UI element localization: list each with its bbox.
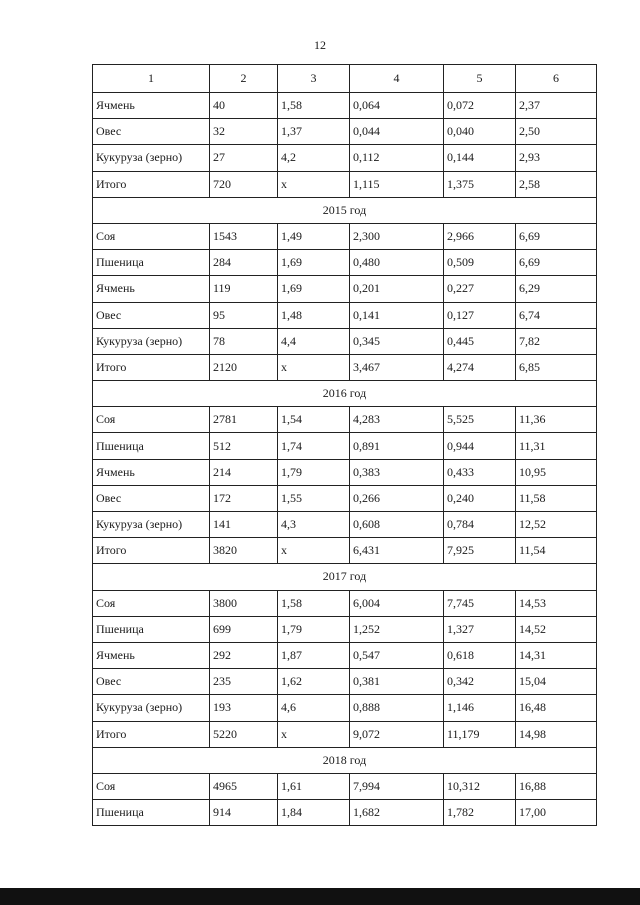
value-cell: 0,547 — [350, 642, 444, 668]
table-row — [93, 223, 597, 249]
crop-name-cell: Соя — [93, 590, 210, 616]
value-cell: 0,608 — [350, 512, 444, 538]
crop-name-cell: Кукуруза (зерно) — [93, 695, 210, 721]
value-cell: 4,274 — [444, 354, 516, 380]
value-cell: 11,179 — [444, 721, 516, 747]
value-cell: 2120 — [210, 354, 278, 380]
data-table — [92, 64, 597, 826]
value-cell: 1,58 — [278, 590, 350, 616]
crop-name-cell: Овес — [93, 119, 210, 145]
value-cell: 0,383 — [350, 459, 444, 485]
value-cell: 1,37 — [278, 119, 350, 145]
column-header: 4 — [350, 65, 444, 93]
value-cell: 141 — [210, 512, 278, 538]
crop-name-cell: Итого — [93, 538, 210, 564]
value-cell: 16,88 — [516, 773, 597, 799]
value-cell: 1,61 — [278, 773, 350, 799]
crop-name-cell: Итого — [93, 171, 210, 197]
crop-name-cell: Овес — [93, 485, 210, 511]
value-cell: 16,48 — [516, 695, 597, 721]
value-cell: 3,467 — [350, 354, 444, 380]
value-cell: 0,888 — [350, 695, 444, 721]
table-row — [93, 538, 597, 564]
value-cell: 1,79 — [278, 459, 350, 485]
value-cell: 292 — [210, 642, 278, 668]
value-cell: x — [278, 354, 350, 380]
value-cell: 699 — [210, 616, 278, 642]
crop-name-cell: Ячмень — [93, 459, 210, 485]
value-cell: 14,53 — [516, 590, 597, 616]
value-cell: 4,2 — [278, 145, 350, 171]
year-row — [93, 747, 597, 773]
table-row — [93, 145, 597, 171]
value-cell: 6,29 — [516, 276, 597, 302]
value-cell: 1,146 — [444, 695, 516, 721]
value-cell: 10,95 — [516, 459, 597, 485]
value-cell: 0,784 — [444, 512, 516, 538]
value-cell: 6,85 — [516, 354, 597, 380]
value-cell: 6,431 — [350, 538, 444, 564]
value-cell: 2,37 — [516, 93, 597, 119]
value-cell: 0,509 — [444, 250, 516, 276]
table-row — [93, 407, 597, 433]
value-cell: 0,944 — [444, 433, 516, 459]
value-cell: 0,064 — [350, 93, 444, 119]
value-cell: 2781 — [210, 407, 278, 433]
value-cell: 0,342 — [444, 669, 516, 695]
table-row — [93, 171, 597, 197]
value-cell: 2,50 — [516, 119, 597, 145]
value-cell: 14,98 — [516, 721, 597, 747]
value-cell: 5220 — [210, 721, 278, 747]
value-cell: 15,04 — [516, 669, 597, 695]
value-cell: 0,044 — [350, 119, 444, 145]
value-cell: 1543 — [210, 223, 278, 249]
crop-name-cell: Ячмень — [93, 642, 210, 668]
value-cell: x — [278, 171, 350, 197]
value-cell: 2,93 — [516, 145, 597, 171]
page-number: 12 — [314, 38, 326, 52]
column-header: 2 — [210, 65, 278, 93]
value-cell: 2,966 — [444, 223, 516, 249]
value-cell: 27 — [210, 145, 278, 171]
value-cell: 1,62 — [278, 669, 350, 695]
value-cell: 2,58 — [516, 171, 597, 197]
table-row — [93, 302, 597, 328]
value-cell: 11,31 — [516, 433, 597, 459]
value-cell: 1,782 — [444, 800, 516, 826]
value-cell: 6,69 — [516, 223, 597, 249]
value-cell: 32 — [210, 119, 278, 145]
year-row — [93, 381, 597, 407]
value-cell: 0,141 — [350, 302, 444, 328]
value-cell: 3820 — [210, 538, 278, 564]
value-cell: 95 — [210, 302, 278, 328]
value-cell: 172 — [210, 485, 278, 511]
value-cell: 0,891 — [350, 433, 444, 459]
year-row — [93, 564, 597, 590]
value-cell: 1,48 — [278, 302, 350, 328]
table-row — [93, 485, 597, 511]
value-cell: 0,240 — [444, 485, 516, 511]
value-cell: 0,112 — [350, 145, 444, 171]
year-heading: 2018 год — [93, 747, 597, 773]
value-cell: 40 — [210, 93, 278, 119]
value-cell: 78 — [210, 328, 278, 354]
crop-name-cell: Овес — [93, 302, 210, 328]
table-row — [93, 250, 597, 276]
table-row — [93, 800, 597, 826]
value-cell: 4,283 — [350, 407, 444, 433]
value-cell: 9,072 — [350, 721, 444, 747]
table-row — [93, 93, 597, 119]
table-row — [93, 433, 597, 459]
table-row — [93, 512, 597, 538]
value-cell: 7,925 — [444, 538, 516, 564]
table-row — [93, 590, 597, 616]
value-cell: 720 — [210, 171, 278, 197]
value-cell: 1,69 — [278, 276, 350, 302]
value-cell: 1,54 — [278, 407, 350, 433]
value-cell: 14,52 — [516, 616, 597, 642]
value-cell: 1,327 — [444, 616, 516, 642]
table-body — [93, 65, 597, 826]
value-cell: 512 — [210, 433, 278, 459]
table-row — [93, 642, 597, 668]
year-heading: 2016 год — [93, 381, 597, 407]
table-row — [93, 669, 597, 695]
value-cell: 10,312 — [444, 773, 516, 799]
crop-name-cell: Итого — [93, 354, 210, 380]
value-cell: 4,4 — [278, 328, 350, 354]
value-cell: x — [278, 538, 350, 564]
value-cell: 0,266 — [350, 485, 444, 511]
value-cell: 11,36 — [516, 407, 597, 433]
value-cell: 0,480 — [350, 250, 444, 276]
value-cell: 6,74 — [516, 302, 597, 328]
value-cell: 5,525 — [444, 407, 516, 433]
crop-name-cell: Пшеница — [93, 250, 210, 276]
value-cell: 1,58 — [278, 93, 350, 119]
value-cell: 7,994 — [350, 773, 444, 799]
crop-name-cell: Овес — [93, 669, 210, 695]
value-cell: 0,381 — [350, 669, 444, 695]
value-cell: 0,144 — [444, 145, 516, 171]
value-cell: 193 — [210, 695, 278, 721]
table-row — [93, 695, 597, 721]
value-cell: 11,58 — [516, 485, 597, 511]
crop-name-cell: Пшеница — [93, 616, 210, 642]
column-header: 1 — [93, 65, 210, 93]
value-cell: 1,252 — [350, 616, 444, 642]
table-row — [93, 119, 597, 145]
column-header: 6 — [516, 65, 597, 93]
value-cell: 1,55 — [278, 485, 350, 511]
value-cell: 1,49 — [278, 223, 350, 249]
column-header: 5 — [444, 65, 516, 93]
crop-name-cell: Соя — [93, 223, 210, 249]
value-cell: 0,227 — [444, 276, 516, 302]
crop-name-cell: Ячмень — [93, 93, 210, 119]
crop-name-cell: Пшеница — [93, 433, 210, 459]
table-row — [93, 328, 597, 354]
crop-name-cell: Итого — [93, 721, 210, 747]
value-cell: 4965 — [210, 773, 278, 799]
value-cell: 7,82 — [516, 328, 597, 354]
value-cell: 7,745 — [444, 590, 516, 616]
value-cell: 1,74 — [278, 433, 350, 459]
crop-name-cell: Пшеница — [93, 800, 210, 826]
value-cell: 6,69 — [516, 250, 597, 276]
value-cell: 0,040 — [444, 119, 516, 145]
value-cell: 1,69 — [278, 250, 350, 276]
table-row — [93, 459, 597, 485]
value-cell: 0,127 — [444, 302, 516, 328]
value-cell: 3800 — [210, 590, 278, 616]
year-heading: 2017 год — [93, 564, 597, 590]
value-cell: 14,31 — [516, 642, 597, 668]
crop-name-cell: Кукуруза (зерно) — [93, 512, 210, 538]
value-cell: 0,618 — [444, 642, 516, 668]
value-cell: 119 — [210, 276, 278, 302]
crop-name-cell: Соя — [93, 773, 210, 799]
value-cell: 284 — [210, 250, 278, 276]
value-cell: 914 — [210, 800, 278, 826]
value-cell: 0,345 — [350, 328, 444, 354]
value-cell: 0,445 — [444, 328, 516, 354]
year-row — [93, 197, 597, 223]
scan-edge-bar — [0, 888, 640, 905]
year-heading: 2015 год — [93, 197, 597, 223]
value-cell: 1,682 — [350, 800, 444, 826]
table-row — [93, 773, 597, 799]
value-cell: 235 — [210, 669, 278, 695]
table-row — [93, 354, 597, 380]
crop-name-cell: Кукуруза (зерно) — [93, 328, 210, 354]
value-cell: 4,6 — [278, 695, 350, 721]
value-cell: 11,54 — [516, 538, 597, 564]
value-cell: 0,072 — [444, 93, 516, 119]
crop-name-cell: Ячмень — [93, 276, 210, 302]
table-row — [93, 616, 597, 642]
value-cell: 17,00 — [516, 800, 597, 826]
value-cell: 1,115 — [350, 171, 444, 197]
column-header: 3 — [278, 65, 350, 93]
crop-name-cell: Кукуруза (зерно) — [93, 145, 210, 171]
value-cell: 1,84 — [278, 800, 350, 826]
value-cell: 214 — [210, 459, 278, 485]
value-cell: 1,87 — [278, 642, 350, 668]
value-cell: x — [278, 721, 350, 747]
value-cell: 2,300 — [350, 223, 444, 249]
crop-name-cell: Соя — [93, 407, 210, 433]
value-cell: 4,3 — [278, 512, 350, 538]
value-cell: 1,375 — [444, 171, 516, 197]
header-row — [93, 65, 597, 93]
table-row — [93, 721, 597, 747]
value-cell: 0,201 — [350, 276, 444, 302]
value-cell: 1,79 — [278, 616, 350, 642]
value-cell: 6,004 — [350, 590, 444, 616]
value-cell: 0,433 — [444, 459, 516, 485]
table-row — [93, 276, 597, 302]
value-cell: 12,52 — [516, 512, 597, 538]
